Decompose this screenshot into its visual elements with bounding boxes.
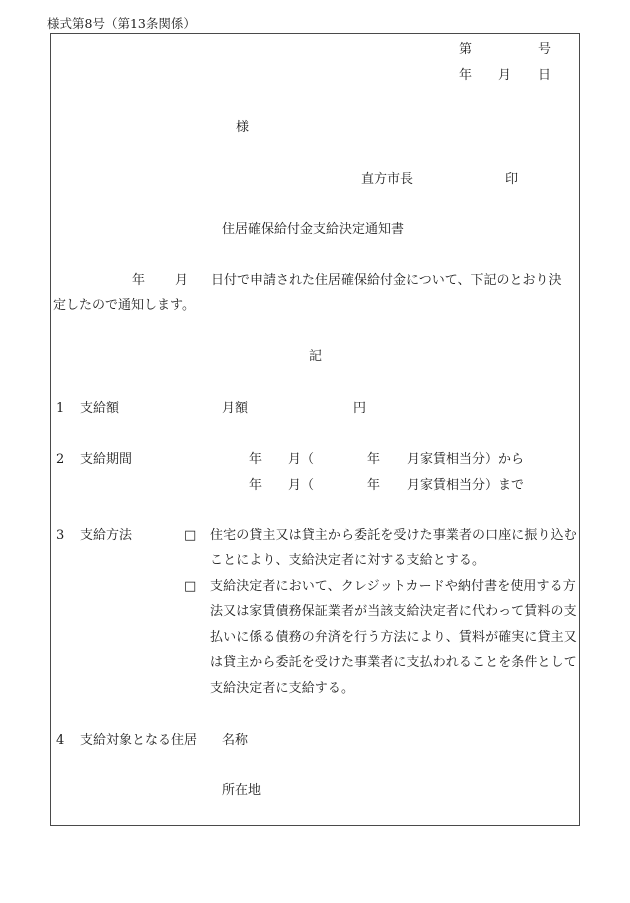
- item-number: 2: [56, 452, 65, 467]
- item-label: 支給方法: [80, 528, 133, 543]
- method-option-1-line: ことにより、支給決定者に対する支給とする。: [210, 553, 486, 568]
- method-option-2-line: 支給決定者に支給する。: [210, 681, 355, 696]
- residence-address-label: 所在地: [222, 783, 262, 798]
- intro-line-1: 日付で申請された住居確保給付金について、下記のとおり決: [211, 273, 562, 288]
- item-label: 支給額: [80, 401, 120, 416]
- document-number-suffix: 号: [538, 42, 552, 57]
- item-number: 4: [56, 733, 65, 748]
- method-option-2-line: は貸主から委託を受けた事業者に支払われることを条件として: [210, 655, 577, 670]
- method-option-1-line: 住宅の貸主又は貸主から委託を受けた事業者の口座に振り込む: [210, 528, 577, 543]
- addressee-honorific: 様: [236, 120, 250, 135]
- form-frame: [50, 33, 580, 826]
- intro-month: 月: [175, 273, 189, 288]
- period-from-rent-year: 年: [367, 452, 381, 467]
- issue-date-day: 日: [538, 68, 552, 83]
- period-from-rent-month: 月家賃相当分）から: [407, 452, 525, 467]
- yen-unit: 円: [353, 401, 367, 416]
- form-number: 様式第8号（第13条関係）: [47, 16, 196, 31]
- method-option-1-checkbox: □: [184, 528, 197, 543]
- item-label: 支給期間: [80, 452, 133, 467]
- intro-year: 年: [132, 273, 146, 288]
- issue-date-year: 年: [459, 68, 473, 83]
- method-option-2-line: 払いに係る債務の弁済を行う方法により、賃料が確実に貸主又: [210, 630, 577, 645]
- issue-date-month: 月: [498, 68, 512, 83]
- method-option-2-line: 支給決定者において、クレジットカードや納付書を使用する方: [210, 579, 576, 594]
- method-option-2-checkbox: □: [184, 579, 197, 594]
- period-to-year: 年: [249, 478, 263, 493]
- monthly-amount-label: 月額: [222, 401, 249, 416]
- period-to-rent-month: 月家賃相当分）まで: [407, 478, 525, 493]
- item-label: 支給対象となる住居: [80, 733, 198, 748]
- item-number: 1: [56, 401, 65, 416]
- period-to-month: 月（: [288, 478, 315, 493]
- document-title: 住居確保給付金支給決定通知書: [222, 222, 405, 237]
- ki-heading: 記: [309, 349, 323, 364]
- method-option-2-line: 法又は家賃債務保証業者が当該支給決定者に代わって賃料の支: [210, 604, 577, 619]
- period-from-year: 年: [249, 452, 263, 467]
- period-to-rent-year: 年: [367, 478, 381, 493]
- intro-line-2: 定したので通知します。: [53, 298, 195, 313]
- document-number-prefix: 第: [459, 42, 473, 57]
- residence-name-label: 名称: [222, 733, 249, 748]
- issuer-seal: 印: [505, 172, 519, 187]
- item-number: 3: [56, 528, 65, 543]
- period-from-month: 月（: [288, 452, 315, 467]
- issuer-title: 直方市長: [361, 172, 414, 187]
